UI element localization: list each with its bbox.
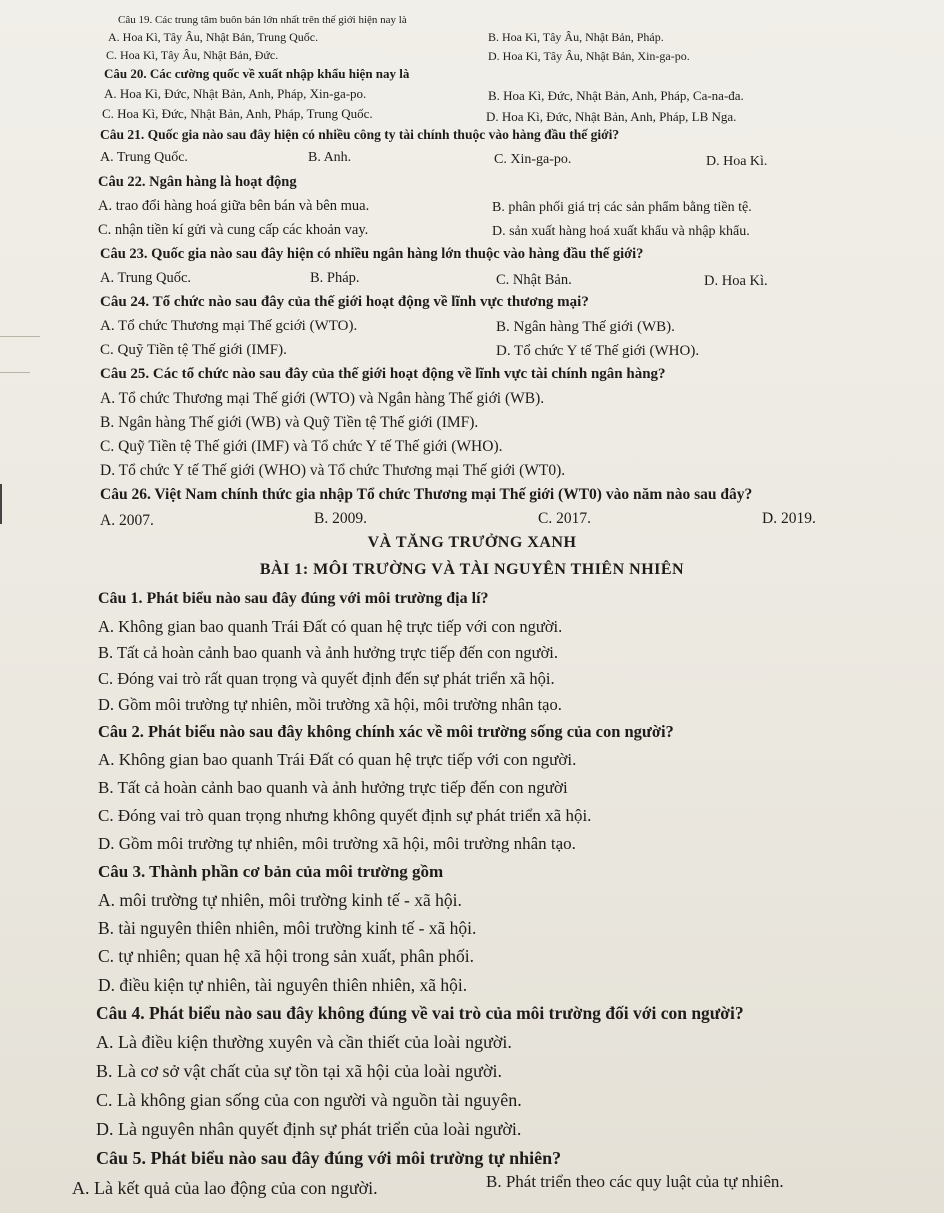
- lesson-question-3-option-d: D. điều kiện tự nhiên, tài nguyên thiên nhiên, xã hội.: [98, 975, 468, 995]
- question-21-stem: Câu 21. Quốc gia nào sau đây hiện có nhiều công ty tài chính thuộc vào hàng đầu thế giới?: [100, 127, 620, 142]
- lesson-question-4-option-b: B. Là cơ sở vật chất của sự tồn tại xã hội của loài người.: [96, 1061, 502, 1081]
- question-24-option-b: B. Ngân hàng Thế giới (WB).: [496, 319, 675, 335]
- lesson-question-3-stem: Câu 3. Thành phần cơ bản của môi trường gồm: [98, 862, 444, 881]
- lesson-question-1-stem: Câu 1. Phát biểu nào sau đây đúng với môi trường địa lí?: [98, 590, 489, 607]
- question-26-option-a: A. 2007.: [100, 512, 154, 529]
- lesson-question-5-option-a: A. Là kết quả của lao động của con người.: [72, 1178, 378, 1198]
- lesson-question-1-option-a: A. Không gian bao quanh Trái Đất có quan hệ trực tiếp với con người.: [98, 617, 563, 636]
- lesson-question-2-option-d: D. Gồm môi trường tự nhiên, môi trường xã hội, môi trường nhân tạo.: [98, 834, 576, 853]
- margin-rule: [0, 372, 30, 373]
- lesson-question-3-option-b: B. tài nguyên thiên nhiên, môi trường kinh tế - xã hội.: [98, 918, 477, 938]
- question-25-stem: Câu 25. Các tổ chức nào sau đây của thế giới hoạt động về lĩnh vực tài chính ngân hàng?: [100, 366, 666, 382]
- question-22-option-b: B. phân phối giá trị các sản phẩm bằng tiền tệ.: [492, 200, 752, 215]
- question-19-stem: Câu 19. Các trung tâm buôn bán lớn nhất trên thế giới hiện nay là: [118, 14, 407, 26]
- question-24-option-d: D. Tổ chức Y tế Thế giới (WHO).: [496, 343, 700, 359]
- question-21-option-b: B. Anh.: [308, 150, 352, 165]
- question-23-option-b: B. Pháp.: [310, 270, 360, 286]
- lesson-question-5-stem: Câu 5. Phát biểu nào sau đây đúng với môi trường tự nhiên?: [96, 1148, 562, 1168]
- lesson-question-3-option-a: A. môi trường tự nhiên, môi trường kinh tế - xã hội.: [98, 890, 462, 910]
- lesson-question-4-option-c: C. Là không gian sống của con người và nguồn tài nguyên.: [96, 1090, 522, 1110]
- question-21-option-c: C. Xin-ga-po.: [494, 152, 572, 167]
- question-23-stem: Câu 23. Quốc gia nào sau đây hiện có nhiều ngân hàng lớn thuộc vào hàng đầu thế giới?: [100, 246, 644, 262]
- question-26-option-d: D. 2019.: [762, 510, 816, 527]
- lesson-question-1-option-d: D. Gồm môi trường tự nhiên, mồi trường xã hội, môi trường nhân tạo.: [98, 695, 562, 714]
- question-24-option-a: A. Tổ chức Thương mại Thế gciới (WTO).: [100, 318, 358, 334]
- question-20-option-c: C. Hoa Kì, Đức, Nhật Bản, Anh, Pháp, Trung Quốc.: [102, 106, 373, 121]
- lesson-question-2-stem: Câu 2. Phát biểu nào sau đây không chính xác về môi trường sống của con người?: [98, 722, 674, 741]
- question-23-option-d: D. Hoa Kì.: [704, 273, 768, 289]
- question-21-option-d: D. Hoa Kì.: [706, 154, 768, 169]
- question-24-option-c: C. Quỹ Tiền tệ Thế giới (IMF).: [100, 342, 287, 358]
- question-23-option-c: C. Nhật Bản.: [496, 272, 572, 288]
- lesson-question-4-stem: Câu 4. Phát biểu nào sau đây không đúng về vai trò của môi trường đối với con người?: [96, 1003, 744, 1023]
- question-22-stem: Câu 22. Ngân hàng là hoạt động: [98, 174, 297, 190]
- question-19-option-b: B. Hoa Kì, Tây Âu, Nhật Bản, Pháp.: [488, 30, 664, 44]
- lesson-question-3-option-c: C. tự nhiên; quan hệ xã hội trong sản xuất, phân phối.: [98, 946, 474, 966]
- question-23-option-a: A. Trung Quốc.: [100, 270, 192, 286]
- question-26-option-b: B. 2009.: [314, 510, 367, 527]
- question-20-option-a: A. Hoa Kì, Đức, Nhật Bản, Anh, Pháp, Xin-ga-po.: [104, 86, 367, 101]
- question-20-option-b: B. Hoa Kì, Đức, Nhật Bản, Anh, Pháp, Ca-na-đa.: [488, 88, 744, 103]
- lesson-question-2-option-b: B. Tất cả hoàn cảnh bao quanh và ảnh hưởng trực tiếp đến con người: [98, 778, 568, 797]
- lesson-question-4-option-a: A. Là điều kiện thường xuyên và cần thiết của loài người.: [96, 1032, 512, 1052]
- lesson-question-4-option-d: D. Là nguyên nhân quyết định sự phát triển của loài người.: [96, 1119, 522, 1139]
- question-26-stem: Câu 26. Việt Nam chính thức gia nhập Tổ chức Thương mại Thế giới (WT0) vào năm nào sau đây?: [100, 486, 753, 503]
- question-26-option-c: C. 2017.: [538, 510, 591, 527]
- question-19-option-c: C. Hoa Kì, Tây Âu, Nhật Bản, Đức.: [106, 48, 279, 62]
- question-22-option-a: A. trao đổi hàng hoá giữa bên bán và bên mua.: [98, 198, 370, 214]
- lesson-question-1-option-b: B. Tất cả hoàn cảnh bao quanh và ảnh hưởng trực tiếp đến con người.: [98, 643, 559, 662]
- question-22-option-d: D. sản xuất hàng hoá xuất khẩu và nhập khẩu.: [492, 224, 750, 239]
- question-24-stem: Câu 24. Tổ chức nào sau đây của thế giới hoạt động về lĩnh vực thương mại?: [100, 294, 589, 310]
- lesson-question-2-option-c: C. Đóng vai trò quan trọng nhưng không quyết định sự phát triển xã hội.: [98, 806, 592, 825]
- margin-mark: [0, 484, 2, 524]
- question-21-option-a: A. Trung Quốc.: [100, 150, 188, 165]
- question-20-option-d: D. Hoa Kì, Đức, Nhật Bản, Anh, Pháp, LB Nga.: [486, 109, 737, 124]
- lesson-question-5-option-b: B. Phát triển theo các quy luật của tự nhiên.: [486, 1172, 784, 1191]
- lesson-question-1-option-c: C. Đóng vai trò rất quan trọng và quyết định đến sự phát triển xã hội.: [98, 669, 555, 688]
- section-title: VÀ TĂNG TRƯỞNG XANH: [367, 534, 577, 551]
- lesson-title: BÀI 1: MÔI TRƯỜNG VÀ TÀI NGUYÊN THIÊN NHIÊN: [259, 561, 685, 578]
- question-25-option-b: B. Ngân hàng Thế giới (WB) và Quỹ Tiền tệ Thế giới (IMF).: [100, 414, 479, 431]
- question-19-option-a: A. Hoa Kì, Tây Âu, Nhật Bản, Trung Quốc.: [108, 30, 319, 44]
- question-25-option-c: C. Quỹ Tiền tệ Thế giới (IMF) và Tổ chức Y tế Thế giới (WHO).: [100, 438, 503, 455]
- question-19-option-d: D. Hoa Kì, Tây Âu, Nhật Bản, Xin-ga-po.: [488, 49, 690, 63]
- question-20-stem: Câu 20. Các cường quốc về xuất nhập khẩu hiện nay là: [104, 66, 410, 81]
- question-22-option-c: C. nhận tiền kí gửi và cung cấp các khoản vay.: [98, 222, 369, 238]
- question-25-option-a: A. Tổ chức Thương mại Thế giới (WTO) và Ngân hàng Thế giới (WB).: [100, 390, 545, 407]
- question-25-option-d: D. Tổ chức Y tế Thế giới (WHO) và Tổ chức Thương mại Thế giới (WT0).: [100, 462, 566, 479]
- lesson-question-2-option-a: A. Không gian bao quanh Trái Đất có quan hệ trực tiếp với con người.: [98, 750, 577, 769]
- margin-rule: [0, 336, 40, 337]
